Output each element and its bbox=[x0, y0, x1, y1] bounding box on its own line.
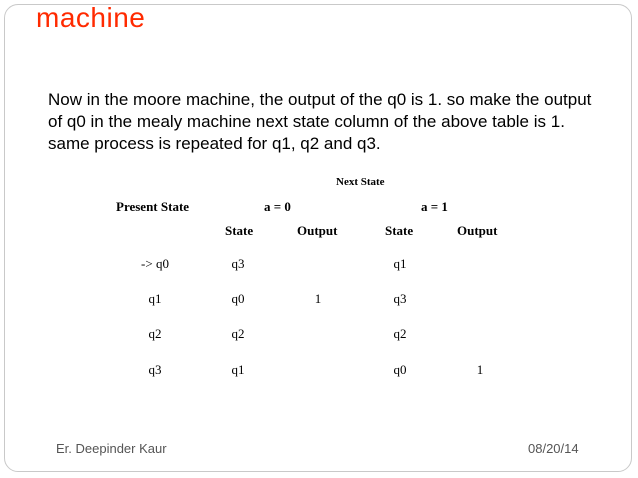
input-a1-header: a = 1 bbox=[421, 199, 448, 214]
a0-state-cell: q1 bbox=[231, 362, 245, 377]
a1-state-cell: q3 bbox=[393, 291, 407, 306]
present-state-cell: q2 bbox=[148, 326, 162, 341]
footer-date: 08/20/14 bbox=[528, 441, 579, 456]
a1-state-cell: q0 bbox=[393, 362, 407, 377]
present-state-header: Present State bbox=[116, 199, 190, 214]
input-a0-header: a = 0 bbox=[264, 199, 291, 214]
present-state-cell: -> q0 bbox=[141, 256, 169, 271]
present-state-cell: q3 bbox=[148, 362, 162, 377]
a0-output-cell: 1 bbox=[314, 291, 322, 306]
a0-state-cell: q2 bbox=[231, 326, 245, 341]
footer-author: Er. Deepinder Kaur bbox=[56, 441, 167, 456]
next-state-header: Next State bbox=[336, 176, 385, 188]
a1-output-header: Output bbox=[457, 223, 498, 238]
a0-state-cell: q3 bbox=[231, 256, 245, 271]
present-state-cell: q1 bbox=[148, 291, 162, 306]
a1-state-header: State bbox=[385, 223, 414, 238]
a1-state-cell: q1 bbox=[393, 256, 407, 271]
a0-state-header: State bbox=[225, 223, 254, 238]
a1-output-cell: 1 bbox=[476, 362, 484, 377]
slide-title: machine bbox=[36, 2, 146, 33]
slide-body-text: Now in the moore machine, the output of the q0 is 1. so make the output of q0 in the mealy machine next state column of the above table is 1. same process is repeated for q1, q2 and q3. bbox=[48, 90, 592, 153]
a0-output-header: Output bbox=[297, 223, 338, 238]
a1-state-cell: q2 bbox=[393, 326, 407, 341]
a0-state-cell: q0 bbox=[231, 291, 245, 306]
